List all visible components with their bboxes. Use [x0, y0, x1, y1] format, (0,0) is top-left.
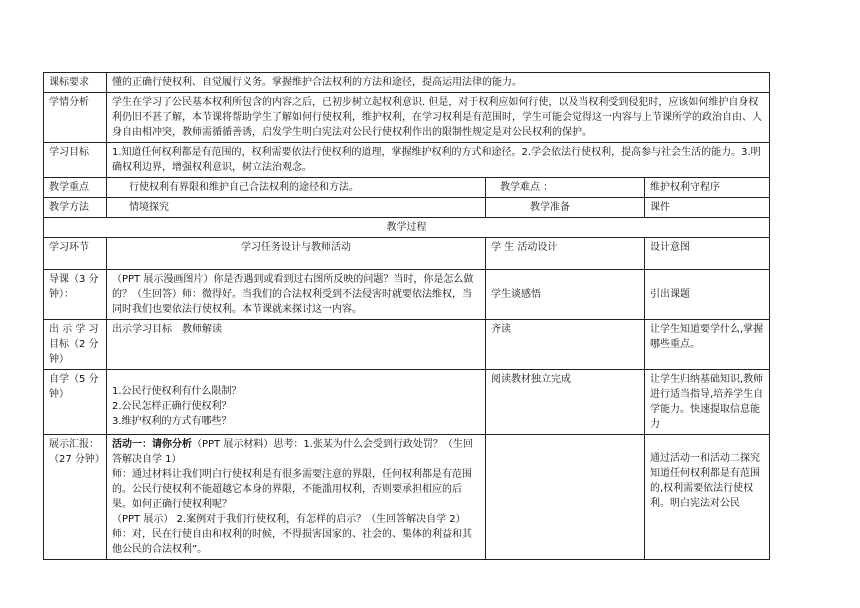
row-process-header — [44, 238, 770, 270]
label-kebiao: 课标要求 — [44, 73, 107, 93]
step-label-mubiao: 出 示 学 习目标（2 分钟） — [44, 320, 107, 370]
label-fangfa: 教学方法 — [44, 198, 107, 218]
step-activity-zhanshi — [486, 435, 645, 560]
step-content-zhanshi — [107, 435, 486, 560]
text-mubiao: 1.知道任何权利都是有范围的，权利需要依法行使权利的道理，掌握维护权利的方式和途径。2.学会依法行使权利，提高参与社会生活的能力。3.明确权利边界，增强权利意识，树立法治观念。 — [107, 143, 770, 178]
text-kebiao: 懂的正确行使权利、自觉履行义务。掌握维护合法权利的方法和途径，提高运用法律的能力。 — [107, 73, 770, 93]
step-activity-daoke: 学生谈感悟 — [486, 270, 645, 320]
activity-one-line — [112, 437, 480, 467]
row-mubiao — [44, 143, 770, 178]
step-intent-zixue: 让学生归纳基础知识,教师进行适当指导,培养学生自学能力。快速提取信息能力 — [645, 370, 770, 435]
step-content-mubiao: 出示学习目标 教师解读 — [107, 320, 486, 370]
label-zhongdian: 教学重点 — [44, 178, 107, 198]
text-zhongdian: 行使权利有界限和维护自己合法权利的途径和方法。 — [107, 178, 486, 198]
label-xueqing: 学情分析 — [44, 93, 107, 143]
step-label-zixue: 自学（5 分钟） — [44, 370, 107, 435]
header-step: 学习环节 — [44, 238, 107, 270]
text-zhunbei: 课件 — [645, 198, 770, 218]
row-fangfa — [44, 198, 770, 218]
lesson-plan-table — [43, 72, 770, 560]
step-content-zixue — [107, 370, 486, 435]
row-section-title — [44, 218, 770, 238]
self-study-question: 2.公民怎样正确行使权利？ — [112, 400, 232, 412]
case-question: （PPT 展示） 2.案例对于我们行使权利，有怎样的启示？（生回答解决自学 2） — [112, 514, 466, 525]
row-step-zixue — [44, 370, 770, 435]
teacher-remark: 师：通过材料让我们明白行使权利是有很多需要注意的界限，任何权利都是有范围的。公民行使权利不能超越它本身的界限，不能滥用权利，否则要承担相应的后果。如何正确行使权利呢？ — [112, 469, 472, 510]
self-study-question: 3.维护权利的方式有哪些？ — [112, 415, 232, 427]
row-zhongdian — [44, 178, 770, 198]
activity-one-prompt: （PPT 展示材料）思考：1.张某为什么会受到行政处罚？（生回答解决自学 1） — [112, 439, 473, 465]
text-fangfa: 情境探究 — [107, 198, 486, 218]
text-xueqing: 学生在学习了公民基本权利所包含的内容之后，已初步树立起权利意识. 但是，对于权利应如何行使，以及当权利受到侵犯时，应该如何维护自身权利仍旧不甚了解，本节课将帮助学生了解如何行使权利，维护权利，在学习权利是有范围时，学生可能会觉得这一内容与上节课所学的政治自由、人身自由相冲突，教师需循循善诱，启发学生明白宪法对公民行使权利作出的限制性规定是对公民权利的保护。 — [107, 93, 770, 143]
step-activity-mubiao: 齐读 — [486, 320, 645, 370]
header-intent: 设计意图 — [645, 238, 770, 270]
step-intent-mubiao: 让学生知道要学什么,掌握哪些重点。 — [645, 320, 770, 370]
self-study-question: 1.公民行使权利有什么限制？ — [112, 385, 242, 397]
row-kebiao — [44, 73, 770, 93]
label-nandian: 教学难点 ： — [486, 178, 645, 198]
row-step-zhanshi — [44, 435, 770, 560]
step-label-daoke: 导课（3 分钟）： — [44, 270, 107, 320]
step-intent-daoke: 引出课题 — [645, 270, 770, 320]
section-title: 教学过程 — [44, 218, 770, 238]
row-xueqing — [44, 93, 770, 143]
label-mubiao: 学习目标 — [44, 143, 107, 178]
header-content: 学习任务设计与教师活动 — [107, 238, 486, 270]
step-content-daoke: （PPT 展示漫画图片）你是否遇到或看到过右图所反映的问题？当时，你是怎么做的？（生回答）师：微得好。当我们的合法权利受到不法侵害时就要依法维权，当同时我们也要依法行使权利。本节课就来探讨这一内容。 — [107, 270, 486, 320]
step-label-zhanshi: 展示汇报：（27 分钟） — [44, 435, 107, 560]
row-step-daoke — [44, 270, 770, 320]
header-activity: 学 生 活动设计 — [486, 238, 645, 270]
text-nandian: 维护权利守程序 — [645, 178, 770, 198]
row-step-mubiao — [44, 320, 770, 370]
step-activity-zixue: 阅读教材独立完成 — [486, 370, 645, 435]
label-zhunbei: 教学准备 — [486, 198, 645, 218]
step-intent-zhanshi: 通过活动一和活动二探究知道任何权利都是有范围的,权利需要依法行使权利。明白宪法对公民 — [645, 435, 770, 560]
teacher-summary: 师：对，民在行使自由和权利的时候，不得损害国家的、社会的、集体的利益和其他公民的合法权利”。 — [112, 529, 472, 555]
activity-one-title: 活动一：请你分析 — [112, 439, 192, 450]
